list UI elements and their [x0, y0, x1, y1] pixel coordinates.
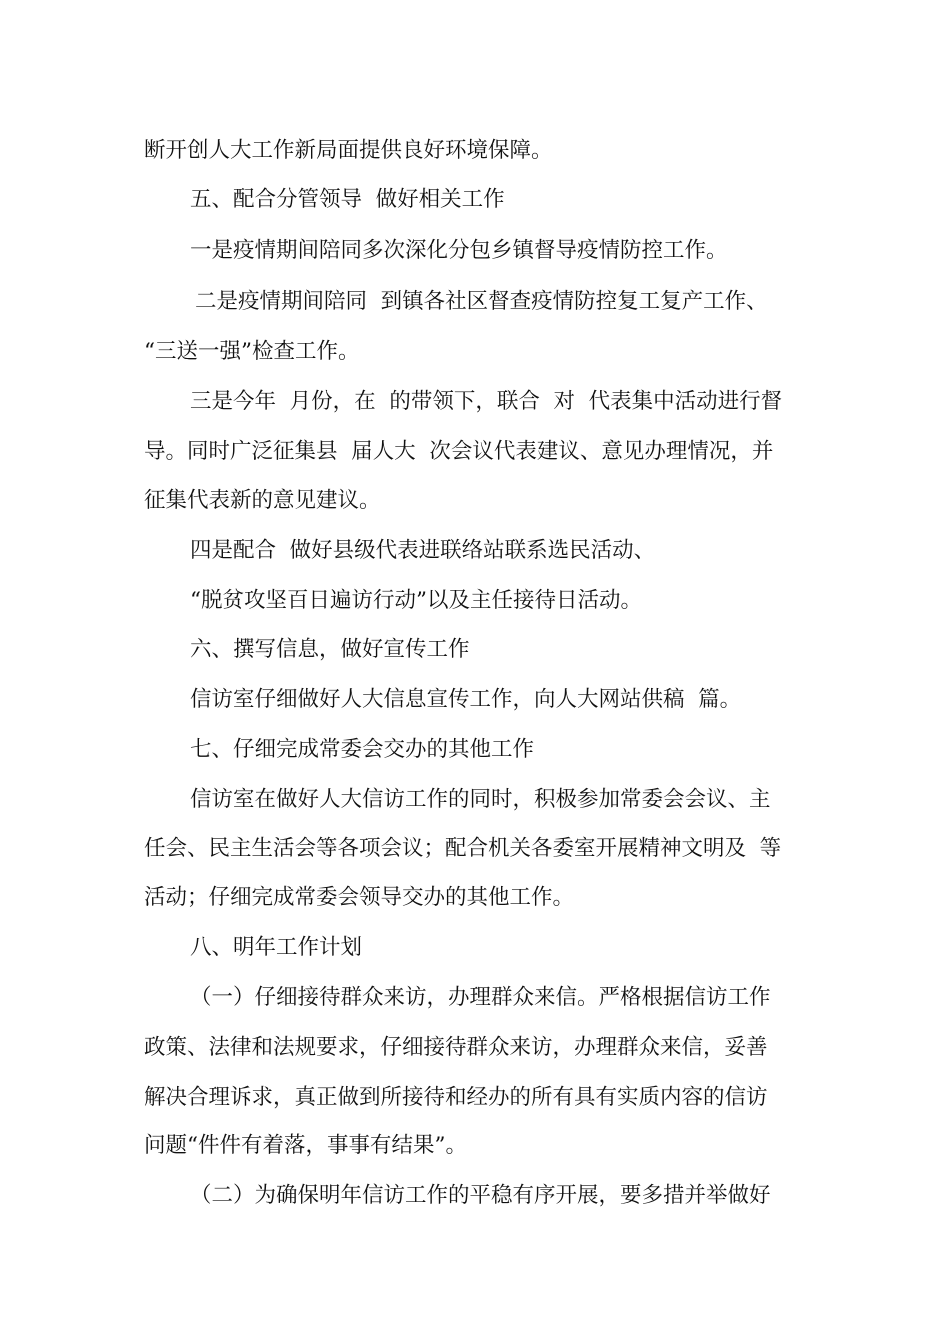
text-line: 导。同时广泛征集县 届人大 次会议代表建议、意见办理情况，并 — [144, 439, 774, 464]
text-line: 信访室在做好人大信访工作的同时，积极参加常委会会议、主 — [190, 787, 771, 812]
text-line: 三是今年 月份，在 的带领下，联合 对 代表集中活动进行督 — [190, 389, 783, 414]
text-line: “脱贫攻坚百日遍访行动”以及主任接待日活动。 — [190, 588, 642, 613]
section-heading: 六、撰写信息，做好宣传工作 — [190, 637, 470, 662]
text-line: 问题“件件有着落，事事有结果”。 — [144, 1133, 467, 1158]
text-line: （二）为确保明年信访工作的平稳有序开展，要多措并举做好 — [190, 1183, 771, 1208]
text-line: 解决合理诉求，真正做到所接待和经办的所有具有实质内容的信访 — [144, 1085, 768, 1110]
text-line: 四是配合 做好县级代表进联络站联系选民活动、 — [190, 538, 656, 563]
text-line: 政策、法律和法规要求，仔细接待群众来访，办理群众来信，妥善 — [144, 1035, 768, 1060]
text-line: 一是疫情期间陪同多次深化分包乡镇督导疫情防控工作。 — [190, 238, 728, 263]
section-heading: 八、明年工作计划 — [190, 935, 363, 960]
text-line: （一）仔细接待群众来访，办理群众来信。严格根据信访工作 — [190, 985, 771, 1010]
text-line: 信访室仔细做好人大信息宣传工作，向人大网站供稿 篇。 — [190, 687, 742, 712]
text-line: 任会、民主生活会等各项会议；配合机关各委室开展精神文明及 等 — [144, 836, 782, 861]
section-heading: 七、仔细完成常委会交办的其他工作 — [190, 737, 535, 762]
section-heading: 五、配合分管领导 做好相关工作 — [190, 187, 505, 212]
text-line: 活动；仔细完成常委会领导交办的其他工作。 — [144, 885, 575, 910]
text-line: 征集代表新的意见建议。 — [144, 488, 381, 513]
text-line: 二是疫情期间陪同 到镇各社区督查疫情防控复工复产工作、 — [195, 289, 768, 314]
text-line: 断开创人大工作新局面提供良好环境保障。 — [144, 138, 553, 163]
text-line: “三送一强”检查工作。 — [144, 339, 360, 364]
